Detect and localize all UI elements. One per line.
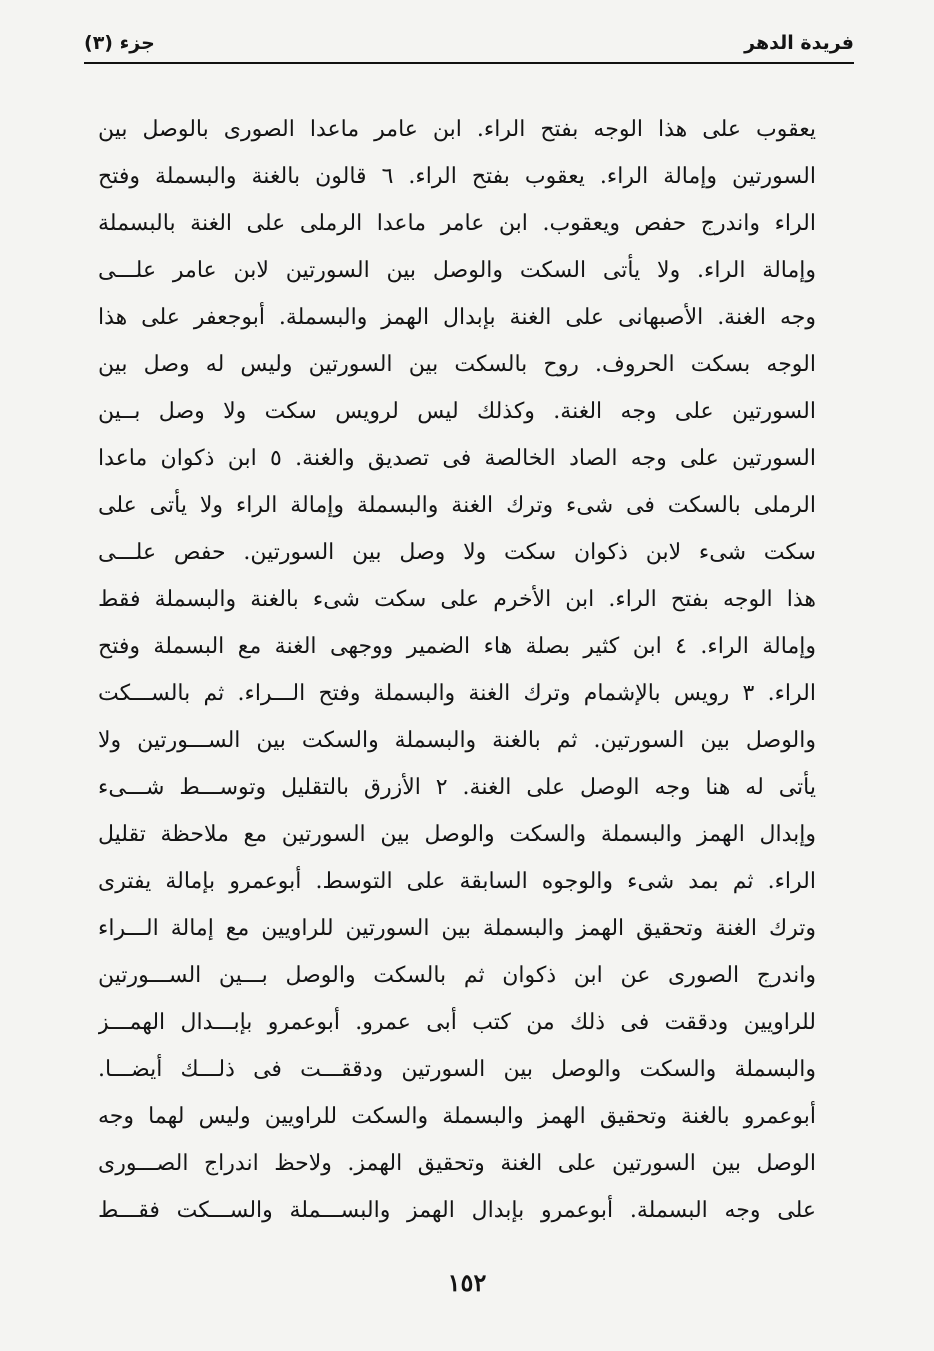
page-body (98, 106, 816, 1234)
text-line: السورتين وإمالة الراء. يعقوب بفتح الراء. ٦ قالون بالغنة والبسملة وفتح (98, 164, 816, 189)
page-number: ١٥٢ (447, 1268, 487, 1297)
text-line: وإبدال الهمز والبسملة والسكت والوصل بين السورتين مع ملاحظة تقليل (98, 822, 816, 847)
text-line: يعقوب على هذا الوجه بفتح الراء. ابن عامر ماعدا الصورى بالوصل بين (98, 117, 816, 142)
running-header (84, 28, 854, 62)
text-line: وإمالة الراء. ولا يأتى السكت والوصل بين السورتين لابن عامر علـــى (98, 258, 816, 283)
text-line: على وجه البسملة. أبوعمرو بإبدال الهمز والبســـملة والســـكت فقـــط (98, 1198, 816, 1223)
text-line: هذا الوجه بفتح الراء. ابن الأخرم على سكت شىء بالغنة والبسملة فقط (98, 587, 816, 612)
text-line: الرملى بالسكت فى شىء وترك الغنة والبسملة وإمالة الراء ولا يأتى على (98, 493, 816, 518)
text-line: واندرج الصورى عن ابن ذكوان ثم بالسكت والوصل بـــين الســـورتين (98, 963, 816, 988)
text-line: وجه الغنة. الأصبهانى على الغنة بإبدال الهمز والبسملة. أبوجعفر على هذا (98, 305, 816, 330)
header-rule (84, 62, 854, 64)
text-line: الراء. ثم بمد شىء والوجوه السابقة على التوسط. أبوعمرو بإمالة يفترى (98, 869, 816, 894)
text-line: الوصل بين السورتين على الغنة وتحقيق الهمز. ولاحظ اندراج الصـــورى (98, 1151, 816, 1176)
text-line: والبسملة والسكت والوصل بين السورتين ودققـــت فى ذلـــك أيضـــا. (98, 1057, 816, 1082)
text-line: وإمالة الراء. ٤ ابن كثير بصلة هاء الضمير ووجهى الغنة مع البسملة وفتح (98, 634, 816, 659)
text-line: السورتين على وجه الصاد الخالصة فى تصديق والغنة. ٥ ابن ذكوان ماعدا (98, 446, 816, 471)
text-line: الوجه بسكت الحروف. روح بالسكت بين السورتين وليس له وصل بين (98, 352, 816, 377)
text-line: والوصل بين السورتين. ثم بالغنة والبسملة والسكت بين الســـورتين ولا (98, 728, 816, 753)
text-line: الراء. ٣ رويس بالإشمام وترك الغنة والبسملة وفتح الـــراء. ثم بالســـكت (98, 681, 816, 706)
book-title: فريدة الدهر (744, 32, 854, 54)
text-line: السورتين على وجه الغنة. وكذلك ليس لرويس سكت ولا وصل بــين (98, 399, 816, 424)
text-line: سكت شىء لابن ذكوان سكت ولا وصل بين السورتين. حفص علـــى (98, 540, 816, 565)
text-line: الراء واندرج حفص ويعقوب. ابن عامر ماعدا الرملى على الغنة بالبسملة (98, 211, 816, 236)
text-line: أبوعمرو بالغنة وتحقيق الهمز والبسملة والسكت للراويين وليس لهما وجه (98, 1104, 816, 1129)
text-line: للراويين ودققت فى ذلك من كتب أبى عمرو. أبوعمرو بإبـــدال الهمـــز (98, 1010, 816, 1035)
text-line: يأتى له هنا وجه الوصل على الغنة. ٢ الأزرق بالتقليل وتوســـط شـــىء (98, 775, 816, 800)
text-line: وترك الغنة وتحقيق الهمز والبسملة بين السورتين للراويين مع إمالة الـــراء (98, 916, 816, 941)
part-number: جزء (٣) (84, 32, 155, 54)
